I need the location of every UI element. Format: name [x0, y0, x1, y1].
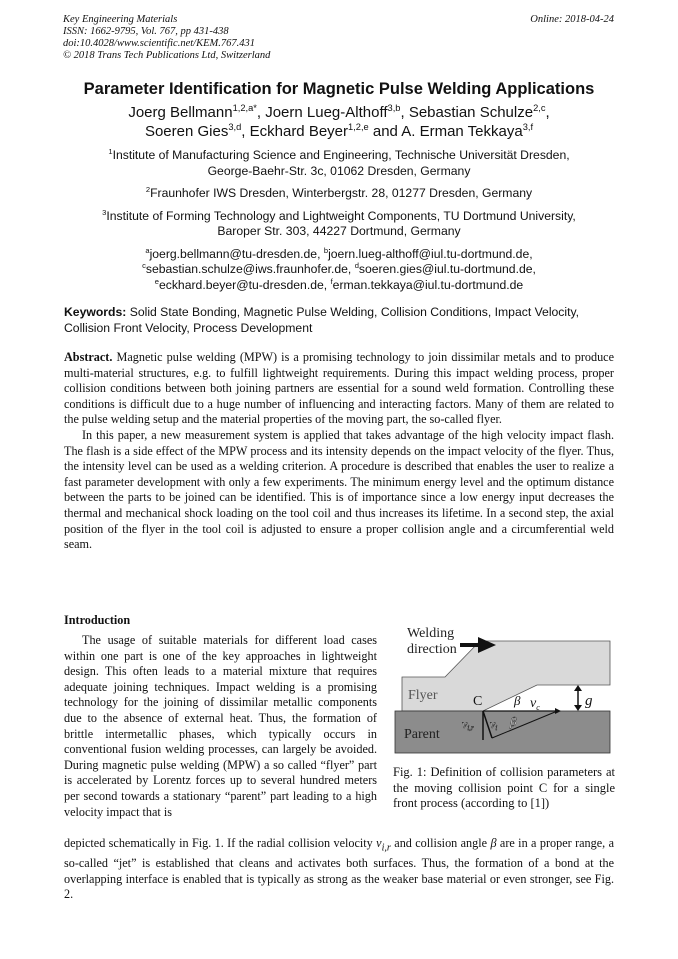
welding-direction-label: direction	[407, 642, 457, 657]
email-sup: c	[142, 260, 146, 270]
affiliation-3-line2: Baroper Str. 303, 44227 Dortmund, Germany	[217, 224, 461, 238]
email-sup: e	[154, 276, 159, 286]
author-name: Joern Lueg-Althoff	[265, 104, 388, 121]
author-name: Soeren Gies	[144, 123, 229, 140]
beta-label-top: β	[514, 693, 521, 708]
email-link[interactable]: joerg.bellmann@tu-dresden.de,	[149, 246, 324, 261]
emails	[40, 247, 638, 294]
symbol-v: v	[376, 836, 382, 850]
journal-name: Key Engineering Materials	[63, 14, 178, 25]
aff-sup: 3	[102, 207, 107, 217]
beta-label-bottom: β	[510, 714, 517, 729]
figure-1-caption: Fig. 1: Definition of collision parameters at the moving collision point C for a single front process (according to [1])	[393, 765, 615, 811]
symbol-sub: i,r	[381, 842, 391, 854]
intro-paragraph: The usage of suitable materials for different load cases within one part is one of the key approaches in lightweight design. This often leads to a material mixture that requires adequate joining techniques. Impact welding is a promising technology for the joining of dissimilar metallic components due to the absence of external heat. Thus, the formation of brittle intermetallic phases, which typically occurs in conventional fusion welding processes, can largely be avoided. During magnetic pulse welding (MPW) a so called “flyer” part is accelerated by Lorentz forces up to several hundred meters per second towards a stationary “parent” part leading to a high velocity impact that is	[64, 633, 377, 819]
flyer-label: Flyer	[408, 688, 438, 703]
vc-label: $v_c$	[530, 696, 540, 712]
author-name: A. Erman Tekkaya	[401, 123, 523, 140]
affiliation-3-line1: Institute of Forming Technology and Lightweight Components, TU Dortmund University,	[106, 208, 576, 223]
abstract	[64, 350, 614, 553]
author-name: Sebastian Schulze	[408, 104, 534, 121]
author-affiliation-sup: 3,d	[228, 122, 242, 132]
issn: ISSN: 1662-9795, Vol. 767, pp 431-438	[63, 26, 229, 37]
affiliation-1-line1: Institute of Manufacturing Science and Engineering, Technische Universität Dresden,	[112, 148, 570, 162]
author-separator: ,	[256, 104, 266, 121]
email-link[interactable]: sebastian.schulze@iws.fraunhofer.de,	[145, 262, 355, 276]
introduction-column-text	[64, 633, 377, 820]
gap-arrow-icon	[574, 685, 582, 711]
abstract-p1: Magnetic pulse welding (MPW) is a promising technology to join dissimilar metals and to produce multi-material structures, e.g. to fulfill lightweight requirements. During this impact welding process, proper collision conditions between both joining partners are essential for a sound weld formation. Controlling these conditions is difficult due to a huge number of influencing and interacting factors. Many of them are related to the pulse welding setup and the material properties of the moving part, the so-called flyer.	[64, 350, 614, 427]
parent-label: Parent	[404, 727, 440, 742]
author-list	[40, 103, 638, 141]
intro-text: depicted schematically in Fig. 1. If the radial collision velocity	[64, 836, 377, 850]
vir-label: vi,r	[462, 717, 474, 732]
author-name: Joerg Bellmann	[128, 104, 233, 121]
keywords	[64, 305, 614, 336]
journal-header	[63, 14, 270, 62]
collision-point-label: C	[473, 694, 483, 709]
email-sup: a	[145, 245, 150, 255]
doi: doi:10.4028/www.scientific.net/KEM.767.431	[63, 38, 255, 49]
online-date: Online: 2018-04-24	[530, 14, 614, 25]
affiliation-2: Fraunhofer IWS Dresden, Winterbergstr. 28, 01277 Dresden, Germany	[150, 186, 533, 200]
author-affiliation-sup: 1,2,a*	[232, 103, 257, 113]
symbol-beta: β	[490, 836, 497, 850]
email-sup: b	[323, 245, 329, 255]
keywords-label: Keywords:	[64, 305, 127, 319]
author-affiliation-sup: 3,b	[387, 103, 401, 113]
author-separator: ,	[241, 123, 250, 140]
introduction-heading: Introduction	[64, 613, 131, 627]
affiliations	[40, 148, 638, 293]
author-affiliation-sup: 1,2,e	[348, 122, 369, 132]
author-separator: and	[368, 123, 402, 140]
intro-text: and collision angle	[390, 836, 491, 850]
email-link[interactable]: joern.lueg-althoff@iul.tu-dortmund.de,	[328, 246, 533, 261]
aff-sup: 1	[108, 146, 113, 156]
affiliation-1-line2: George-Baehr-Str. 3c, 01062 Dresden, Germany	[207, 163, 471, 178]
email-sup: d	[354, 260, 359, 270]
vi-label: vi	[490, 717, 498, 732]
keywords-text: Solid State Bonding, Magnetic Pulse Welding, Collision Conditions, Impact Velocity, Collision Front Velocity, Process Development	[64, 305, 580, 335]
email-link[interactable]: soeren.gies@iul.tu-dortmund.de,	[358, 262, 536, 276]
author-name: Eckhard Beyer	[249, 123, 349, 140]
abstract-p2: In this paper, a new measurement system is applied that takes advantage of the high velocity impact flash. The flash is a side effect of the MPW process and its intensity depends on the impact velocity of the flyer. Thus, the intensity level can be used as a welding criterion. A procedure is described that enables the user to realize a fast parameter development with only a few experiments. The minimum energy level and the optimum distance between the parts to be joined can be identified. This is of importance since a low energy input decreases the thermal and mechanical shock loading on the tool coil and thus increases its lifetime. In a second step, the axial position of the flyer in the tool coil is adjusted to ensure a proper collision angle and a circumferential weld seam.	[64, 427, 614, 552]
abstract-label: Abstract.	[64, 350, 113, 364]
paper-title: Parameter Identification for Magnetic Pulse Welding Applications	[83, 80, 595, 98]
welding-direction-label: Welding	[407, 626, 455, 641]
intro-text: are in a proper range, a so-called “jet” is established that cleans and activates both surfaces. Thus, the formation of a bond at the overlapping interface is enabled that is typically as strong as the weaker base material or even stronger, see Fig. 2.	[64, 836, 614, 902]
email-link[interactable]: eckhard.beyer@tu-dresden.de,	[158, 277, 331, 292]
gap-label: g	[585, 693, 593, 709]
author-separator: ,	[545, 104, 550, 121]
email-link[interactable]: erman.tekkaya@iul.tu-dortmund.de	[332, 277, 524, 292]
introduction-full-text	[64, 836, 614, 903]
aff-sup: 2	[145, 184, 151, 194]
copyright: © 2018 Trans Tech Publications Ltd, Switzerland	[63, 50, 271, 61]
author-affiliation-sup: 2,c	[533, 103, 546, 113]
email-sup: f	[330, 276, 333, 286]
figure-1-collision-diagram	[380, 625, 620, 760]
author-affiliation-sup: 3,f	[522, 122, 534, 132]
author-separator: ,	[400, 104, 409, 121]
